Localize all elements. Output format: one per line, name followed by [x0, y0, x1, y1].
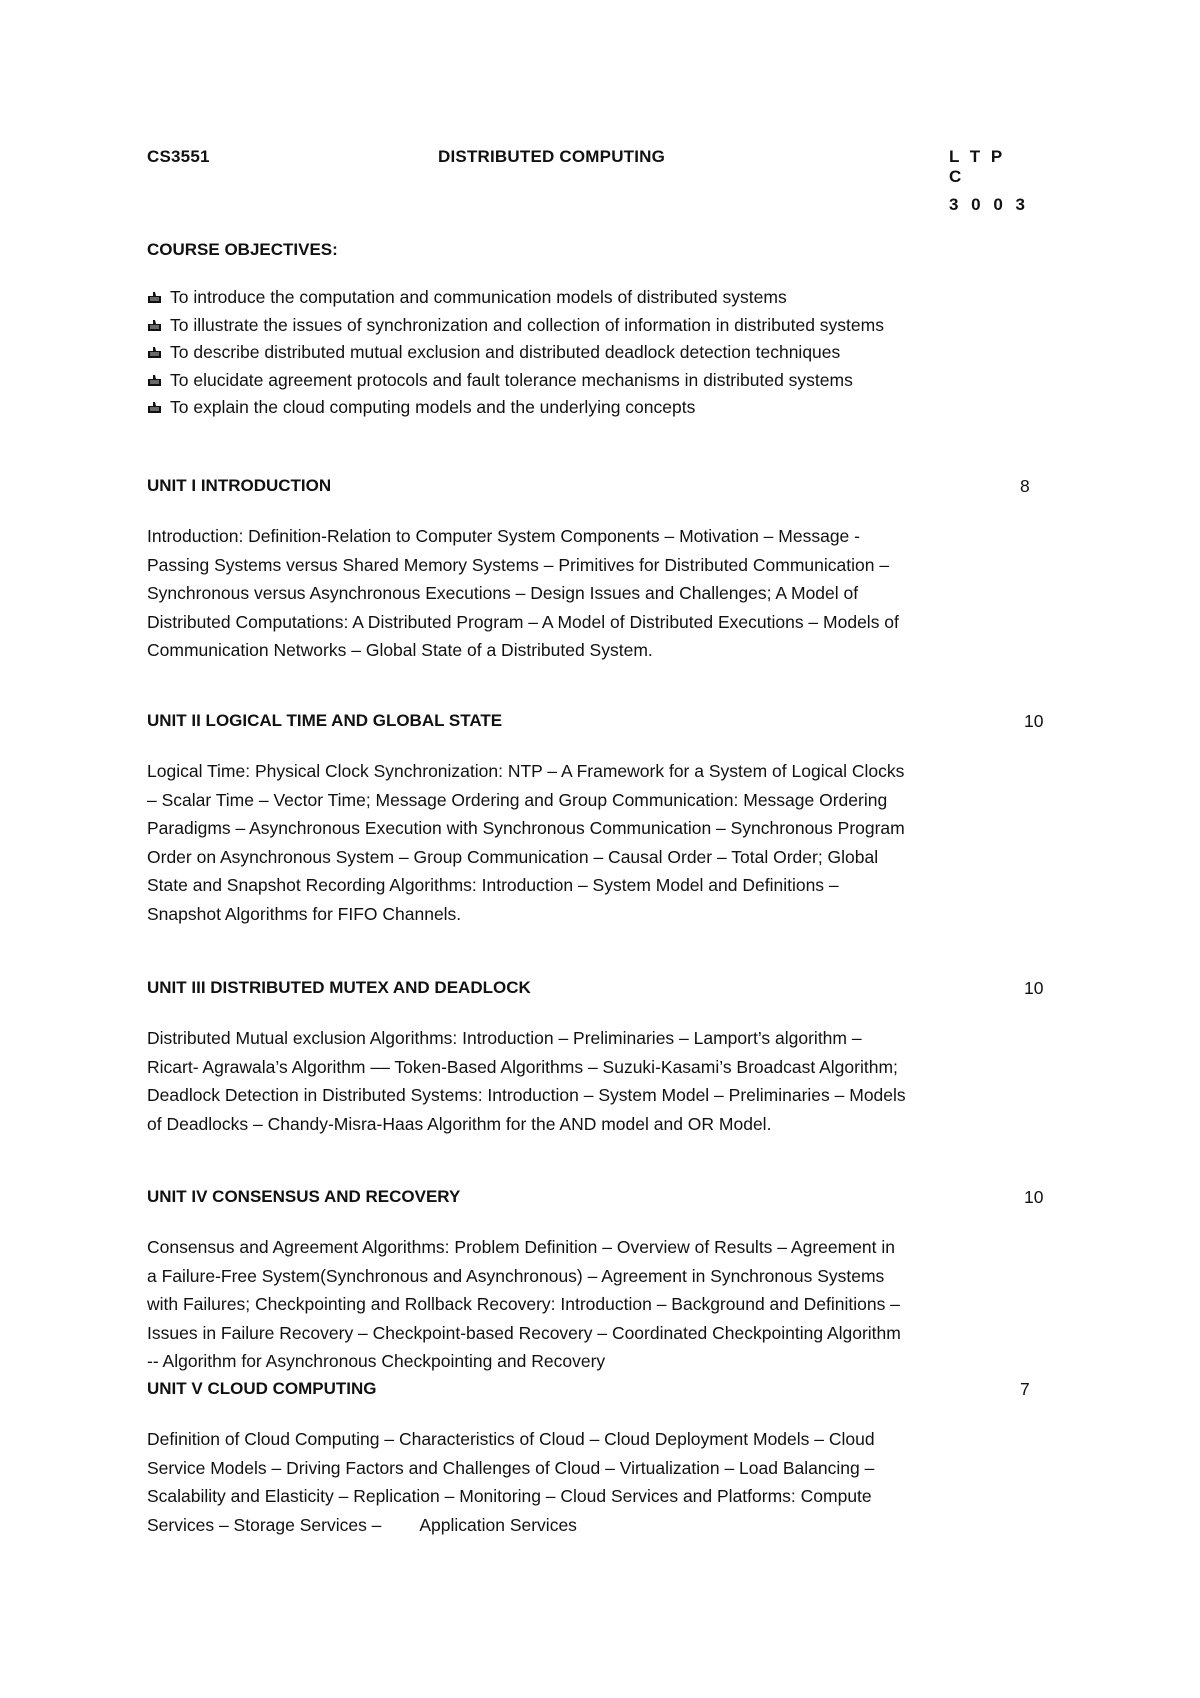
- unit-content: [147, 522, 1037, 665]
- unit-5: [147, 1379, 1047, 1539]
- unit-4: [147, 1187, 1047, 1376]
- content-line: State and Snapshot Recording Algorithms: Introduction – System Model and Definitions –: [147, 875, 839, 895]
- unit-heading: [147, 711, 1047, 733]
- pointing-hand-icon: [147, 346, 162, 359]
- content-line: Order on Asynchronous System – Group Communication – Causal Order – Total Order; Global: [147, 846, 879, 867]
- objective-item: [147, 284, 1047, 312]
- objective-text: To elucidate agreement protocols and fault tolerance mechanisms in distributed systems: [170, 369, 853, 390]
- content-line: Passing Systems versus Shared Memory Systems – Primitives for Distributed Communication –: [147, 554, 890, 575]
- ltpc-label: L T P C: [949, 147, 1005, 186]
- course-code: CS3551: [147, 147, 210, 166]
- objective-text: To introduce the computation and communication models of distributed systems: [170, 287, 787, 307]
- content-line: Consensus and Agreement Algorithms: Problem Definition – Overview of Results – Agreement in: [147, 1237, 896, 1257]
- content-line: Deadlock Detection in Distributed Systems: Introduction – System Model – Preliminaries – Models: [147, 1085, 906, 1105]
- content-line: Scalability and Elasticity – Replication – Monitoring – Cloud Services and Platforms: Compute: [147, 1486, 872, 1506]
- content-line: – Scalar Time – Vector Time; Message Ordering and Group Communication: Message Ordering: [147, 789, 888, 810]
- course-title: DISTRIBUTED COMPUTING: [438, 147, 666, 166]
- objectives-heading: COURSE OBJECTIVES:: [147, 240, 338, 259]
- unit-content: [147, 1425, 1037, 1539]
- content-line: Logical Time: Physical Clock Synchronization: NTP – A Framework for a System of Logical Clocks: [147, 761, 905, 781]
- objective-item: [147, 339, 1047, 367]
- objective-item: [147, 312, 1047, 340]
- objective-text: To describe distributed mutual exclusion and distributed deadlock detection techniques: [170, 342, 841, 362]
- objective-item: [147, 367, 1047, 395]
- content-line: of Deadlocks – Chandy-Misra-Haas Algorithm for the AND model and OR Model.: [147, 1113, 772, 1134]
- pointing-hand-icon: [147, 319, 162, 332]
- unit-2: [147, 711, 1047, 928]
- unit-hours: 10: [1024, 978, 1044, 998]
- content-line: Introduction: Definition-Relation to Computer System Components – Motivation – Message -: [147, 526, 860, 546]
- objective-item: [147, 394, 1047, 422]
- content-line: Issues in Failure Recovery – Checkpoint-based Recovery – Coordinated Checkpointing Algorithm: [147, 1322, 901, 1343]
- pointing-hand-icon: [147, 291, 162, 304]
- unit-hours: 10: [1024, 711, 1044, 731]
- content-line: Synchronous versus Asynchronous Executions – Design Issues and Challenges; A Model of: [147, 583, 859, 603]
- unit-content: [147, 1233, 1037, 1376]
- pointing-hand-icon: [147, 401, 162, 414]
- objective-text: To explain the cloud computing models and the underlying concepts: [170, 397, 696, 417]
- unit-heading: [147, 476, 1047, 498]
- unit-hours: 8: [1020, 476, 1030, 496]
- objective-text: To illustrate the issues of synchronization and collection of information in distributed systems: [170, 314, 884, 335]
- objectives-list: [147, 284, 1047, 422]
- content-line: Ricart- Agrawala’s Algorithm –– Token-Based Algorithms – Suzuki-Kasami’s Broadcast Algorithm;: [147, 1056, 898, 1077]
- content-line: Distributed Computations: A Distributed Program – A Model of Distributed Executions – Models of: [147, 611, 899, 632]
- unit-heading: [147, 1379, 1047, 1401]
- unit-3: [147, 978, 1047, 1138]
- unit-title: UNIT II LOGICAL TIME AND GLOBAL STATE: [147, 711, 503, 730]
- content-line: Communication Networks – Global State of a Distributed System.: [147, 640, 653, 660]
- unit-title: UNIT III DISTRIBUTED MUTEX AND DEADLOCK: [147, 978, 531, 997]
- unit-title: UNIT V CLOUD COMPUTING: [147, 1379, 377, 1398]
- content-line: with Failures; Checkpointing and Rollback Recovery: Introduction – Background and Definitions –: [147, 1294, 900, 1314]
- unit-content: [147, 1024, 1037, 1138]
- unit-heading: [147, 978, 1047, 1000]
- unit-heading: [147, 1187, 1047, 1209]
- content-line: a Failure-Free System(Synchronous and Asynchronous) – Agreement in Synchronous Systems: [147, 1265, 885, 1286]
- pointing-hand-icon: [147, 374, 162, 387]
- unit-hours: 10: [1024, 1187, 1044, 1207]
- content-line: Service Models – Driving Factors and Challenges of Cloud – Virtualization – Load Balancing –: [147, 1457, 875, 1478]
- content-line: Distributed Mutual exclusion Algorithms: Introduction – Preliminaries – Lamport’s algorithm –: [147, 1028, 862, 1048]
- content-line: Definition of Cloud Computing – Characteristics of Cloud – Cloud Deployment Models – Cloud: [147, 1429, 875, 1449]
- content-line: Services – Storage Services – Application Services: [147, 1514, 577, 1535]
- content-line: Snapshot Algorithms for FIFO Channels.: [147, 903, 462, 924]
- unit-title: UNIT IV CONSENSUS AND RECOVERY: [147, 1187, 461, 1206]
- unit-content: [147, 757, 1037, 928]
- content-line: Paradigms – Asynchronous Execution with Synchronous Communication – Synchronous Program: [147, 818, 905, 838]
- content-line: -- Algorithm for Asynchronous Checkpointing and Recovery: [147, 1351, 606, 1371]
- unit-hours: 7: [1020, 1379, 1030, 1399]
- unit-title: UNIT I INTRODUCTION: [147, 476, 332, 495]
- unit-1: [147, 476, 1047, 665]
- ltpc-values: 3 0 0 3: [949, 195, 1029, 214]
